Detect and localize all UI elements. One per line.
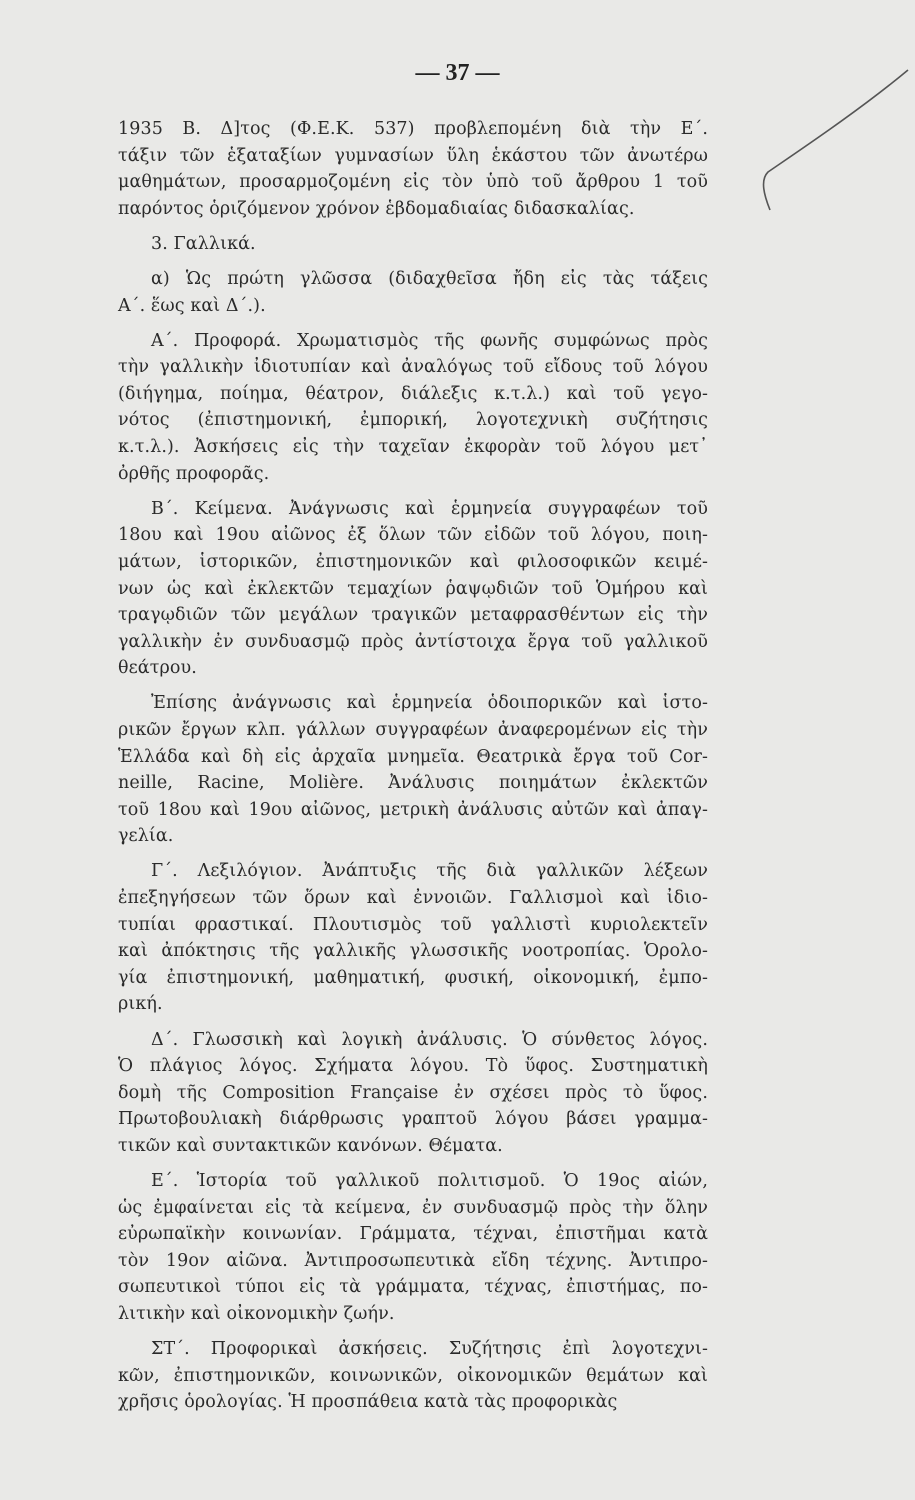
text-line: ὡς ἐμφαίνεται εἰς τὰ κείμενα, ἐν συνδυασμῷ πρὸς τὴν ὅλην xyxy=(118,1197,708,1218)
text-line: 18ου καὶ 19ου αἰῶνος ἐξ ὅλων τῶν εἰδῶν τοῦ λόγου, ποιη- xyxy=(118,525,708,546)
paragraph xyxy=(118,690,708,850)
text-line: ρικῶν ἔργων κλπ. γάλλων συγγραφέων ἀναφερομένων εἰς τὴν xyxy=(118,719,708,740)
text-line: (διήγημα, ποίημα, θέατρον, διάλεξις κ.τ.λ.) καὶ τοῦ γεγο- xyxy=(118,383,708,404)
text-line: 1935 Β. Δ]τος (Φ.Ε.Κ. 537) προβλεπομένη διὰ τὴν Ε΄. xyxy=(118,119,708,139)
paragraph xyxy=(118,266,708,319)
text-line: Πρωτοβουλιακὴ διάρθρωσις γραπτοῦ λόγου βάσει γραμμα- xyxy=(118,1109,708,1130)
paragraph xyxy=(118,858,708,1018)
text-line: Δ΄. Γλωσσικὴ καὶ λογικὴ ἀνάλυσις. Ὁ σύνθετος λόγος. xyxy=(151,1029,708,1050)
text-line: ὀρθῆς προφορᾶς. xyxy=(118,463,270,484)
text-line: γία ἐπιστημονική, μαθηματική, φυσική, οἰκονομική, ἐμπο- xyxy=(118,967,708,988)
page-number: — 37 — xyxy=(415,60,500,86)
text-line: τὴν γαλλικὴν ἰδιοτυπίαν καὶ ἀναλόγως τοῦ εἴδους τοῦ λόγου xyxy=(118,357,708,378)
text-line: Α΄. Προφορά. Χρωματισμὸς τῆς φωνῆς συμφώνως πρὸς xyxy=(151,330,708,351)
text-line: τὸν 19ον αἰῶνα. Ἀντιπροσωπευτικὰ εἴδη τέχνης. Ἀντιπρο- xyxy=(118,1250,708,1271)
text-line: Β΄. Κείμενα. Ἀνάγνωσις καὶ ἑρμηνεία συγγραφέων τοῦ xyxy=(151,498,708,519)
text-line: θεάτρου. xyxy=(118,658,197,679)
text-line: κ.τ.λ.). Ἀσκήσεις εἰς τὴν ταχεῖαν ἐκφορὰν τοῦ λόγου μετ᾽ xyxy=(118,437,708,458)
text-line: παρόντος ὁριζόμενον χρόνον ἑβδομαδιαίας διδασκαλίας. xyxy=(118,198,635,219)
paragraph xyxy=(118,496,708,682)
text-line: λιτικὴν καὶ οἰκονομικὴν ζωήν. xyxy=(118,1303,395,1324)
text-line: σωπευτικοὶ τύποι εἰς τὰ γράμματα, τέχνας, ἐπιστήμας, πο- xyxy=(118,1277,708,1298)
paragraph xyxy=(118,1168,708,1328)
text-line: Ἑλλάδα καὶ δὴ εἰς ἀρχαῖα μνημεῖα. Θεατρικὰ ἔργα τοῦ Cor- xyxy=(118,746,708,767)
paragraph xyxy=(118,1336,708,1416)
text-line: neille, Racine, Molière. Ἀνάλυσις ποιημάτων ἐκλεκτῶν xyxy=(118,773,708,794)
text-line: μάτων, ἱστορικῶν, ἐπιστημονικῶν καὶ φιλοσοφικῶν κειμέ- xyxy=(118,551,708,572)
text-line: εὐρωπαϊκὴν κοινωνίαν. Γράμματα, τέχναι, ἐπιστῆμαι κατὰ xyxy=(118,1224,708,1245)
text-line: Ἐπίσης ἀνάγνωσις καὶ ἑρμηνεία ὁδοιπορικῶν καὶ ἱστο- xyxy=(151,693,708,714)
paragraph xyxy=(118,231,708,258)
paragraph xyxy=(118,116,708,222)
text-line: δομὴ τῆς Composition Française ἐν σχέσει πρὸς τὸ ὕφος. xyxy=(118,1082,708,1103)
text-line: τυπίαι φραστικαί. Πλουτισμὸς τοῦ γαλλιστὶ κυριολεκτεῖν xyxy=(118,914,708,935)
paragraph xyxy=(118,1027,708,1160)
text-line: Ὁ πλάγιος λόγος. Σχήματα λόγου. Τὸ ὕφος. Συστηματικὴ xyxy=(118,1056,708,1077)
text-line: γελία. xyxy=(118,826,174,847)
text-line: Ε΄. Ἱστορία τοῦ γαλλικοῦ πολιτισμοῦ. Ὁ 19ος αἰών, xyxy=(151,1170,708,1191)
text-line: τραγῳδιῶν τῶν μεγάλων τραγικῶν μεταφρασθέντων εἰς τὴν xyxy=(118,605,708,626)
text-line: ἐπεξηγήσεων τῶν ὅρων καὶ ἐννοιῶν. Γαλλισμοὶ καὶ ἰδιο- xyxy=(118,888,708,909)
text-line: ΣΤ΄. Προφορικαὶ ἀσκήσεις. Συζήτησις ἐπὶ λογοτεχνι- xyxy=(151,1339,708,1360)
text-line: νων ὡς καὶ ἐκλεκτῶν τεμαχίων ῥαψῳδιῶν τοῦ Ὁμήρου καὶ xyxy=(118,578,708,599)
text-line: γαλλικὴν ἐν συνδυασμῷ πρὸς ἀντίστοιχα ἔργα τοῦ γαλλικοῦ xyxy=(118,631,708,652)
text-line: χρῆσις ὁρολογίας. Ἡ προσπάθεια κατὰ τὰς προφορικὰς xyxy=(118,1392,618,1413)
text-line: νότος (ἐπιστημονική, ἐμπορική, λογοτεχνικὴ συζήτησις xyxy=(118,410,708,431)
text-line: τάξιν τῶν ἑξαταξίων γυμνασίων ὕλη ἑκάστου τῶν ἀνωτέρω xyxy=(118,145,708,166)
text-line: 3. Γαλλικά. xyxy=(151,233,256,254)
text-line: α) Ὡς πρώτη γλῶσσα (διδαχθεῖσα ἤδη εἰς τὰς τάξεις xyxy=(151,268,708,289)
document-body xyxy=(118,116,708,1416)
text-line: τικῶν καὶ συντακτικῶν κανόνων. Θέματα. xyxy=(118,1135,503,1156)
text-line: καὶ ἀπόκτησις τῆς γαλλικῆς γλωσσικῆς νοοτροπίας. Ὁρολο- xyxy=(118,941,708,962)
text-line: τοῦ 18ου καὶ 19ου αἰῶνος, μετρικὴ ἀνάλυσις αὐτῶν καὶ ἀπαγ- xyxy=(118,799,708,820)
paragraph xyxy=(118,328,708,488)
text-line: μαθημάτων, προσαρμοζομένη εἰς τὸν ὑπὸ τοῦ ἄρθρου 1 τοῦ xyxy=(118,172,708,193)
text-line: ρική. xyxy=(118,994,163,1015)
text-line: Α΄. ἕως καὶ Δ΄.). xyxy=(118,295,266,316)
text-line: Γ΄. Λεξιλόγιον. Ἀνάπτυξις τῆς διὰ γαλλικῶν λέξεων xyxy=(151,861,708,882)
text-line: κῶν, ἐπιστημονικῶν, κοινωνικῶν, οἰκονομικῶν θεμάτων καὶ xyxy=(118,1365,708,1386)
